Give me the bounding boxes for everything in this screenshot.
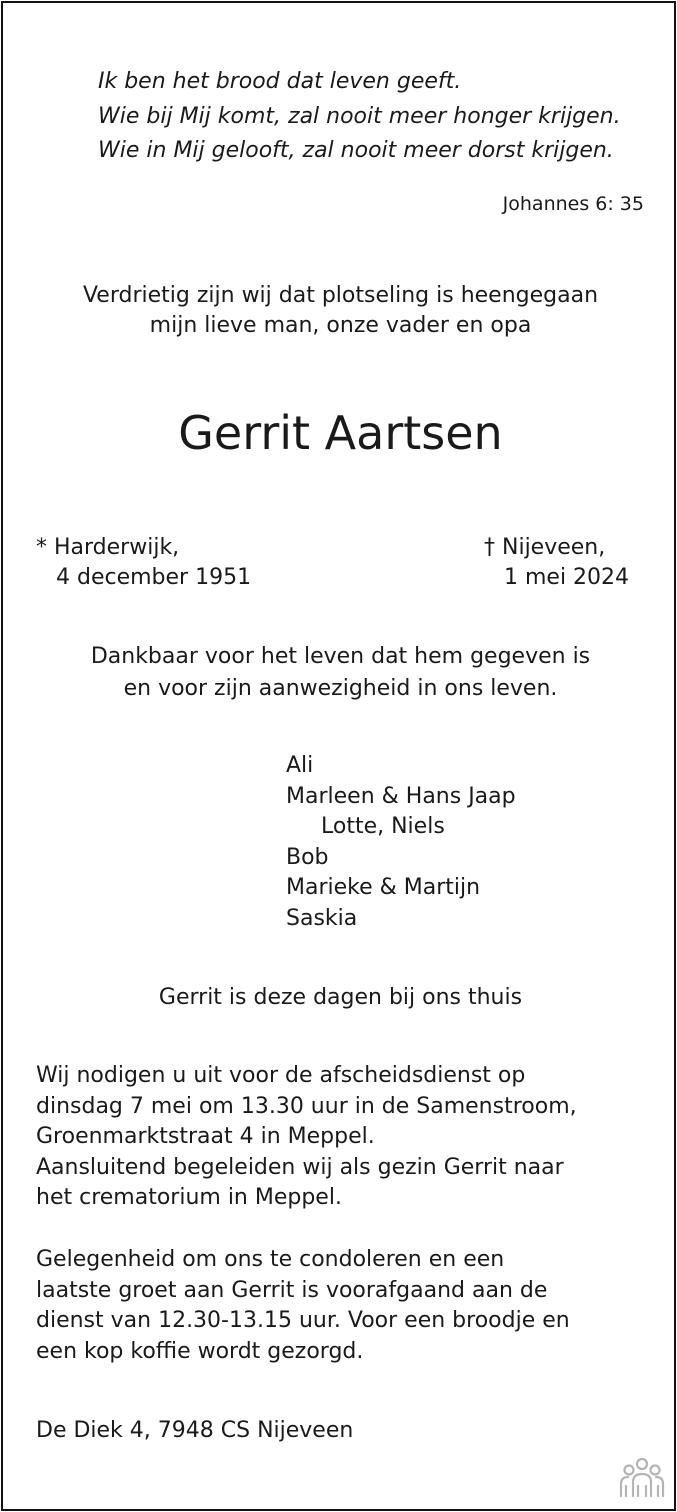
intro-line: Verdrietig zijn wij dat plotseling is heengegaan — [82, 283, 599, 308]
obituary-card — [1, 1, 676, 1511]
family-member: Lotte, Niels — [321, 814, 445, 839]
intro-line: mijn lieve man, onze vader en opa — [149, 313, 532, 338]
birth-place: * Harderwijk, — [36, 535, 180, 560]
verse-line: Ik ben het brood dat leven geeft. — [98, 69, 462, 94]
gratitude-text — [3, 641, 677, 705]
condolence-line: Gelegenheid om ons te condoleren en een — [36, 1247, 505, 1272]
gratitude-line: Dankbaar voor het leven dat hem gegeven is — [90, 644, 591, 669]
family-member: Bob — [286, 844, 329, 870]
people-group-icon — [617, 1456, 667, 1502]
family-member: Ali — [286, 753, 314, 778]
service-line: Aansluitend begeleiden wij als gezin Gerrit naar — [36, 1154, 564, 1180]
intro-text — [3, 281, 677, 341]
condolence-line: laatste groet aan Gerrit is voorafgaand aan de — [36, 1277, 548, 1303]
service-line: Groenmarktstraat 4 in Meppel. — [36, 1124, 375, 1149]
service-line: dinsdag 7 mei om 13.30 uur in de Samenstroom, — [36, 1093, 577, 1119]
family-member: Saskia — [286, 905, 358, 931]
service-info — [36, 1061, 577, 1214]
death-date: 1 mei 2024 — [504, 565, 630, 590]
home-address: De Diek 4, 7948 CS Nijeveen — [36, 1418, 354, 1443]
family-member: Marieke & Martijn — [286, 875, 481, 900]
family-member: Marleen & Hans Jaap — [286, 783, 516, 809]
at-home-notice: Gerrit is deze dagen bij ons thuis — [158, 985, 523, 1010]
verse-reference: Johannes 6: 35 — [502, 193, 644, 215]
birth-date: 4 december 1951 — [56, 565, 252, 590]
deceased-name: Gerrit Aartsen — [178, 406, 503, 460]
death-info — [484, 533, 629, 593]
gratitude-line: en voor zijn aanwezigheid in ons leven. — [123, 676, 558, 701]
condolence-info — [36, 1245, 570, 1367]
verse-line: Wie bij Mij komt, zal nooit meer honger krijgen. — [98, 103, 621, 129]
condolence-line: een kop koffie wordt gezorgd. — [36, 1338, 364, 1364]
death-place: † Nijeveen, — [484, 535, 606, 560]
family-list — [286, 751, 516, 934]
service-line: Wij nodigen u uit voor de afscheidsdienst op — [36, 1063, 526, 1088]
birth-info — [36, 533, 251, 593]
condolence-line: dienst van 12.30-13.15 uur. Voor een broodje en — [36, 1308, 570, 1333]
service-line: het crematorium in Meppel. — [36, 1185, 342, 1210]
verse-line: Wie in Mij gelooft, zal nooit meer dorst krijgen. — [98, 138, 614, 163]
bible-verse — [98, 65, 621, 169]
